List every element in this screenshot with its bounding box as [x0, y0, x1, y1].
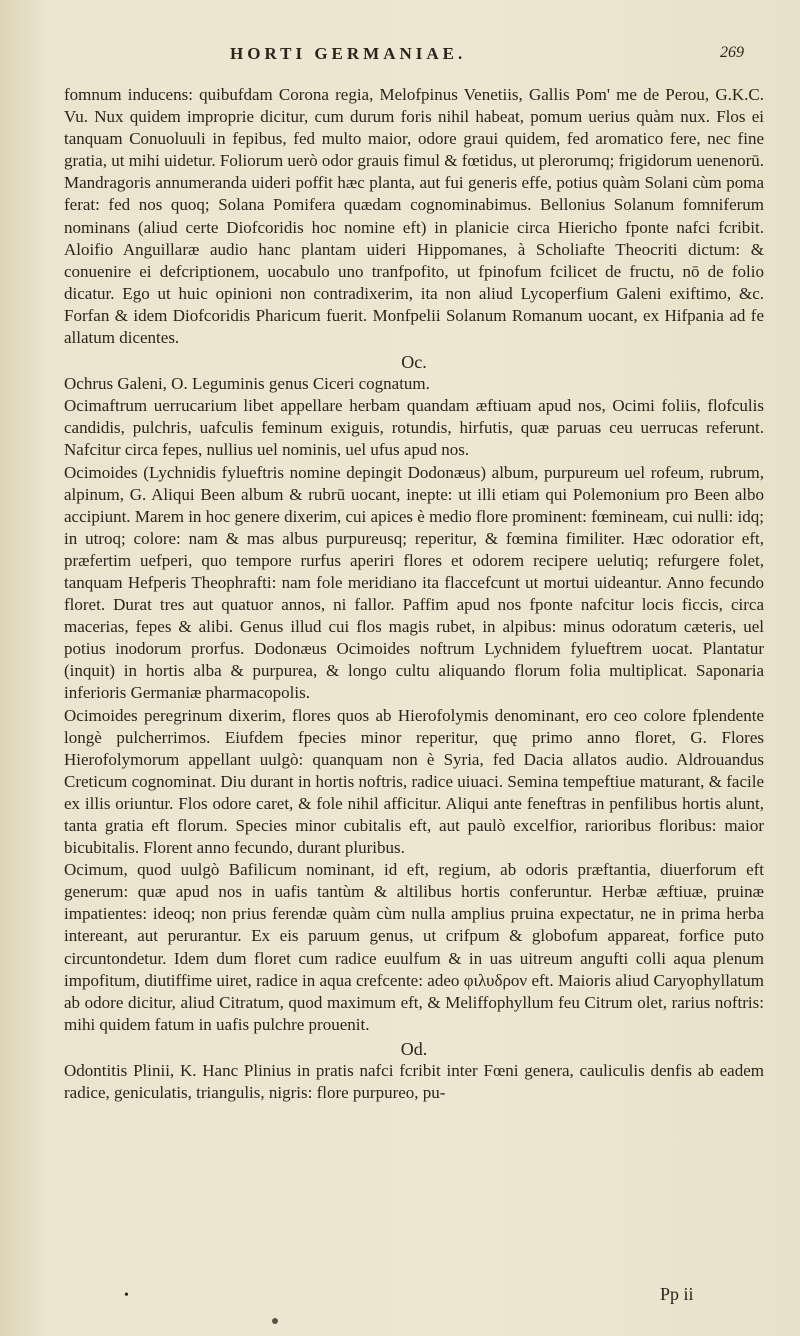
page-number: 269	[720, 44, 744, 61]
entry-ocimum: Ocimum, quod uulgò Bafilicum nominant, id eft, regium, ab odoris præftantia, diuerforum eft generum: quæ apud nos in uafis tantùm & altilibus hortis conferuntur. Herbæ æftiuæ, pruinæ impatientes: ideoq; non prius ferendæ quàm cùm nulla amplius pruina expectatur, ne in prima herba intereant, aut perurantur. Ex eis paruum genus, ut crifpum & globofum appareat, forfice puto circuntondetur. Idem dum floret cum radice euulfum & in uas uitreum angufti colli aqua plenum impofitum, diutiffime uiret, radice in aqua crefcente: adeo φιλυδρον eft. Maioris aliud Caryophyllatum ab odore dicitur, aliud Citratum, quod maximum eft, & Meliffophyllum feu Citrum olet, rarius noftris: mihi quidem fatum in uafis pulchre prouenit.	[64, 860, 764, 1034]
entry-ocimoides: Ocimoides (Lychnidis fylueftris nomine depingit Dodonæus) album, purpureum uel rofeum, rubrum, alpinum, G. Aliqui Been album & rubrū uocant, inepte: ut illi etiam qui Polemonium pro Been albo accipiunt. Marem in hoc genere dixerim, cui apices è medio flore prominent: fœmineam, cui nulli: idq; in utroq; colore: nam & mas albus purpureusq; reperitur, & fœmina fimiliter. Hæc odoratior eft, præfertim uefperi, quo tempore rurfus aperiri flores et odorem recipere uelutiq; refurgere folet, tanquam Hefperis Theophrafti: nam fole meridiano ita flaccefcunt ut mortui uideantur. Anno fecundo floret. Durat tres aut quatuor annos, ni fallor. Paffim apud nos fponte nafcitur locis ficcis, circa macerias, fepes & alibi. Genus illud cui flos magis rubet, in alpibus: minus odoratum cæteris, uel potius inodorum prorfus. Dodonæus Ocimoides noftrum Lychnidem fylueftrem uocat. Plantatur (inquit) in hortis alba & purpurea, & longo cultu aliquando florum folia multiplicat. Saponaria inferioris Germaniæ pharmacopolis.	[64, 462, 764, 703]
ink-spot	[272, 1318, 278, 1324]
entry-ocimastrum: Ocimaftrum uerrucarium libet appellare herbam quandam æftiuam apud nos, Ocimi foliis, flofculis candidis, pulchris, uafculis feminum exiguis, rotundis, hirfutis, quæ paruas ceu uerrucas referunt. Nafcitur circa fepes, nullius uel nominis, uel ufus apud nos.	[64, 396, 764, 460]
page-header	[230, 44, 750, 74]
entry-ochrus: Ochrus Galeni, O. Leguminis genus Ciceri cognatum.	[64, 374, 430, 394]
page-footer	[64, 1284, 764, 1310]
page-body	[64, 84, 764, 1104]
section-heading-od: Od.	[400, 1038, 428, 1059]
signature-mark: Pp ii	[660, 1284, 694, 1304]
section-heading-oc: Oc.	[401, 352, 427, 373]
footer-bullet: •	[124, 1288, 129, 1303]
intro-paragraph: fomnum inducens: quibufdam Corona regia, Melofpinus Venetiis, Gallis Pom' me de Perou, G.K.C. Vu. Nux quidem improprie dicitur, cum durum foris nihil habeat, pomum uerius quàm nux. Flos ei tanquam Conuoluuli in fepibus, fed multo maior, odore graui quidem, fed aromatico fere, nec fine gratia, ut mihi uidetur. Foliorum uerò odor grauis fimul & fœtidus, ut plerorumq; frigidorum uenenorū. Mandragoris annumeranda uideri poffit hæc planta, aut fui generis effe, potius quàm Solani cùm poma ferat: fed nos quoq; Solana Pomifera quædam cognominabimus. Bellonius Solanum fomniferum nominans (aliud certe Diofcoridis hoc nomine eft) in planicie circa Hiericho fponte nafci fcribit. Aloifio Anguillaræ audio hanc plantam uideri Hippomanes, à Scholiafte Theocriti dictum: & conuenire ei defcriptionem, uocabulo uno tranfpofito, ut fpinofum fcilicet de fructu, nō de folio dicatur. Ego ut huic opinioni non contradixerim, ita non aliud Lycoperfium Galeni exiftimo, &c. Forfan & idem Diofcoridis Pharicum fuerit. Monfpelii Solanum Romanum uocant, ex Hifpania ad fe allatum dicentes.	[64, 85, 764, 348]
entry-odontitis: Odontitis Plinii, K. Hanc Plinius in pratis nafci fcribit inter Fœni genera, cauliculis denfis ab eadem radice, geniculatis, triangulis, nigris: flore purpureo, pu-	[64, 1060, 764, 1103]
running-title: HORTI GERMANIAE.	[230, 44, 467, 63]
entry-ocimoides-peregrinum: Ocimoides peregrinum dixerim, flores quos ab Hierofolymis denominant, ero ceo colore fplendente longè pulcherrimos. Eiufdem fpecies minor reperitur, quę primo anno floret, G. Flores Hierofolymorum appellant uulgò: quanquam non è Syria, fed Dacia allatos audio. Aldrouandus Creticum cognominat. Diu durant in hortis noftris, radice uiuaci. Semina tempeftiue maturant, & facile ex illis oriuntur. Flos odore caret, & fole nihil afficitur. Aliqui ante feneftras in penfilibus hortis alunt, tanta gratia eft florum. Species minor cubitalis eft, aut paulò excelfior, rarioribus floribus: maior bicubitalis. Florent anno fecundo, durant pluribus.	[64, 705, 764, 858]
